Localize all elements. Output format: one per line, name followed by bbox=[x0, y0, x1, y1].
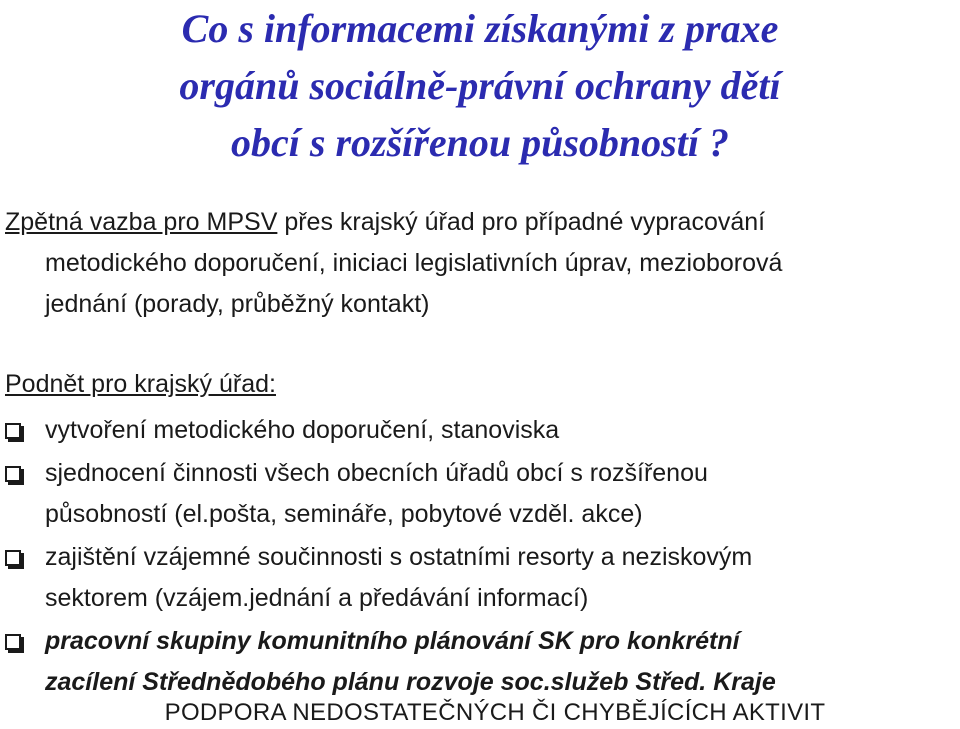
footer-caption: PODPORA NEDOSTATEČNÝCH ČI CHYBĚJÍCÍCH AKTIVIT bbox=[164, 699, 826, 726]
feedback-underlined: Zpětná vazba pro MPSV bbox=[5, 208, 278, 236]
bullet-item-2 bbox=[5, 453, 960, 535]
feedback-line-1-rest: přes krajský úřad pro případné vypracování bbox=[277, 208, 766, 236]
title-line-2: orgánů sociálně-právní ochrany dětí bbox=[179, 63, 781, 108]
regional-bullet-list bbox=[5, 410, 960, 705]
bullet-2-line-2: působností (el.pošta, semináře, pobytové vzděl. akce) bbox=[45, 500, 643, 528]
feedback-line-3: jednání (porady, průběžný kontakt) bbox=[45, 290, 430, 318]
bullet-3-line-1: zajištění vzájemné součinnosti s ostatními resorty a neziskovým bbox=[45, 543, 753, 571]
bullet-3-line-2: sektorem (vzájem.jednání a předávání informací) bbox=[45, 584, 589, 612]
bullet-4-line-2: zacílení Střednědobého plánu rozvoje soc.služeb Střed. Kraje bbox=[45, 668, 776, 696]
slide-title bbox=[0, 0, 960, 171]
title-line-1: Co s informacemi získanými z praxe bbox=[181, 6, 779, 51]
checkbox-square-icon bbox=[5, 423, 21, 439]
bullet-item-1 bbox=[5, 410, 960, 451]
feedback-paragraph bbox=[5, 202, 782, 325]
bullet-2-line-1: sjednocení činnosti všech obecních úřadů obcí s rozšířenou bbox=[45, 459, 708, 487]
feedback-line-2: metodického doporučení, iniciaci legislativních úprav, mezioborová bbox=[45, 249, 783, 277]
checkbox-square-icon bbox=[5, 466, 21, 482]
checkbox-square-icon bbox=[5, 550, 21, 566]
regional-heading: Podnět pro krajský úřad: bbox=[5, 370, 276, 398]
title-line-3: obcí s rozšířenou působností ? bbox=[231, 120, 729, 165]
feedback-line-1 bbox=[5, 202, 782, 243]
checkbox-square-icon bbox=[5, 634, 21, 650]
bullet-item-4 bbox=[5, 621, 960, 703]
bullet-4-line-1: pracovní skupiny komunitního plánování SK pro konkrétní bbox=[45, 627, 740, 655]
bullet-item-3 bbox=[5, 537, 960, 619]
bullet-1-line-1: vytvoření metodického doporučení, stanoviska bbox=[45, 416, 560, 444]
